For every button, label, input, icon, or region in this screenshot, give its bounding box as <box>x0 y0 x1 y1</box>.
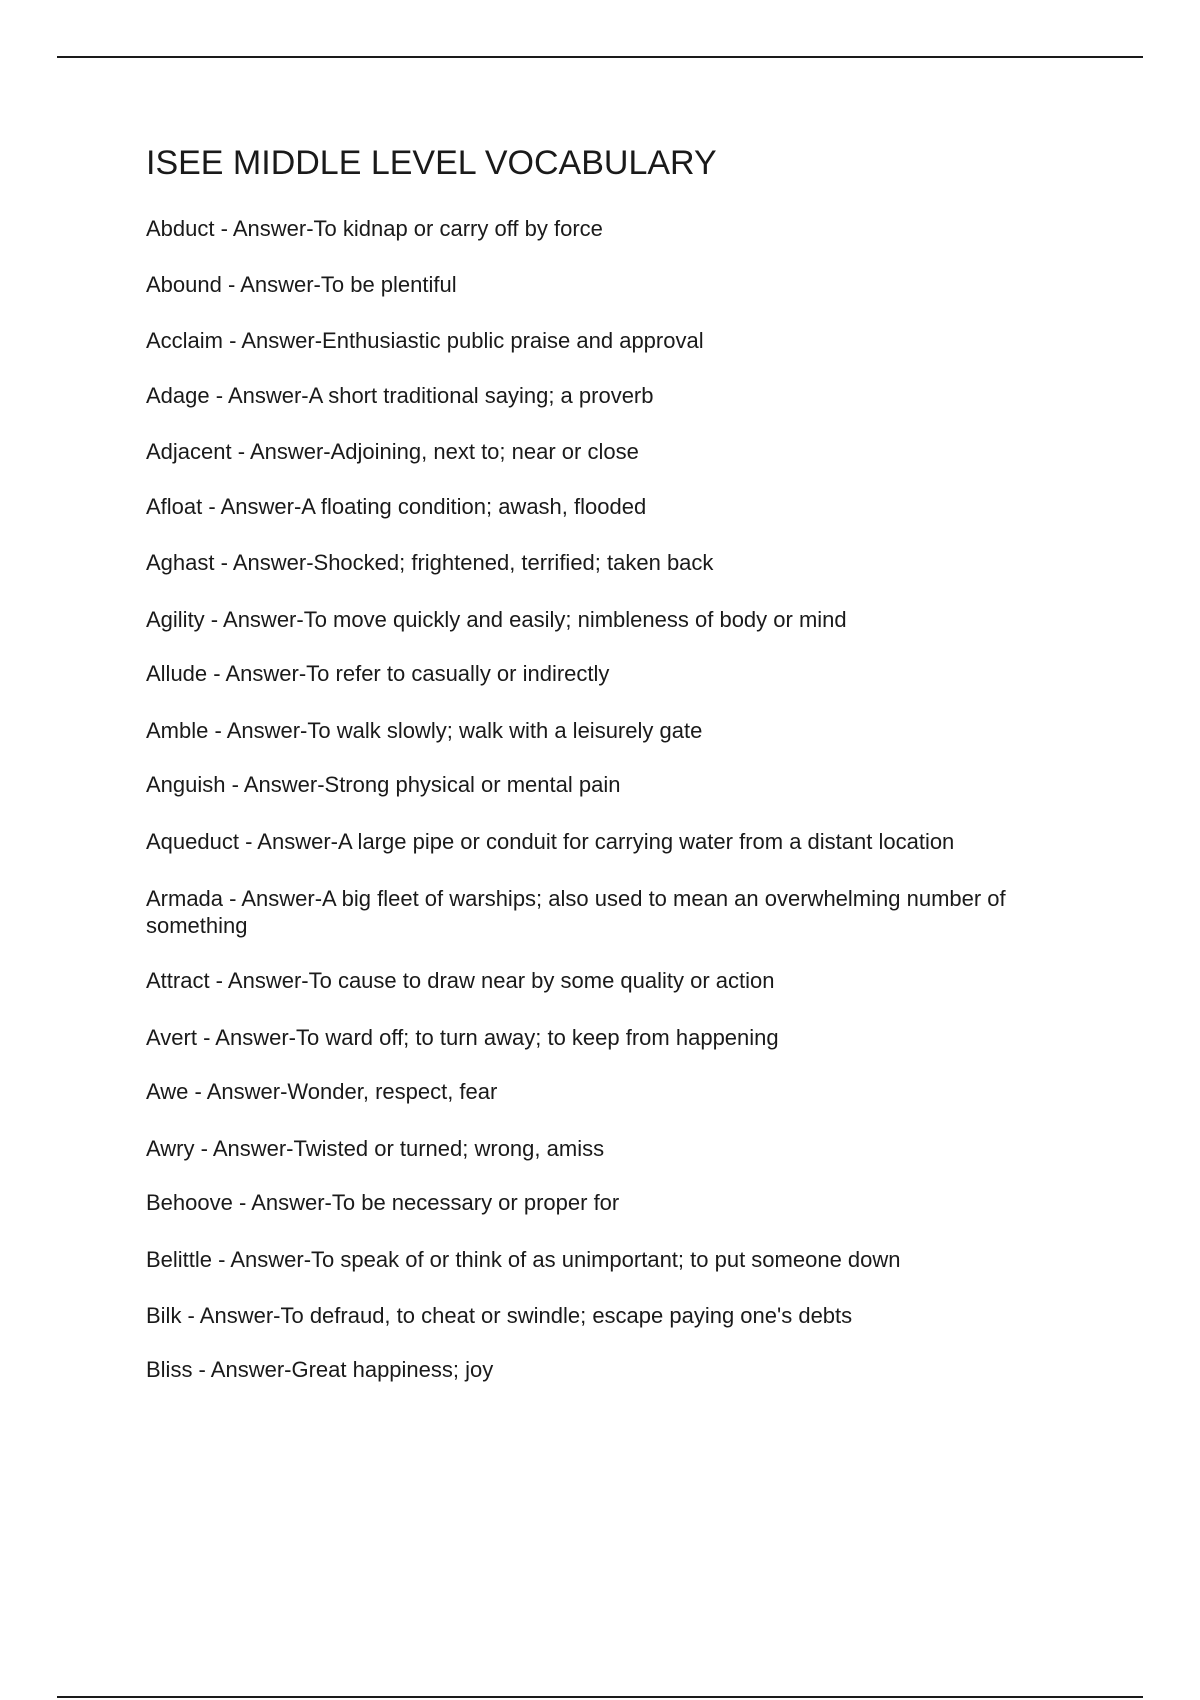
vocab-entry: Abduct - Answer-To kidnap or carry off by force <box>146 216 603 241</box>
vocab-entry: Behoove - Answer-To be necessary or proper for <box>146 1190 620 1215</box>
bottom-rule <box>57 1696 1143 1698</box>
vocab-entry: Belittle - Answer-To speak of or think of as unimportant; to put someone down <box>146 1247 901 1272</box>
vocab-entry: Agility - Answer-To move quickly and easily; nimbleness of body or mind <box>146 607 847 632</box>
vocab-entry: Avert - Answer-To ward off; to turn away; to keep from happening <box>146 1025 779 1050</box>
vocab-entry: Amble - Answer-To walk slowly; walk with a leisurely gate <box>146 718 703 743</box>
vocab-entry: Aghast - Answer-Shocked; frightened, terrified; taken back <box>146 550 714 575</box>
vocab-entry: Awe - Answer-Wonder, respect, fear <box>146 1079 498 1104</box>
vocab-entry: Aqueduct - Answer-A large pipe or conduit for carrying water from a distant location <box>146 829 955 854</box>
vocab-entry: Bliss - Answer-Great happiness; joy <box>146 1357 494 1382</box>
top-rule <box>57 56 1143 58</box>
vocab-entry: Abound - Answer-To be plentiful <box>146 272 457 297</box>
vocab-entry: Adjacent - Answer-Adjoining, next to; near or close <box>146 439 639 464</box>
vocab-entry: Armada - Answer-A big fleet of warships; also used to mean an overwhelming number of something <box>146 886 1006 938</box>
vocab-entry: Adage - Answer-A short traditional saying; a proverb <box>146 383 654 408</box>
page-title: ISEE MIDDLE LEVEL VOCABULARY <box>146 144 717 182</box>
vocab-entry: Anguish - Answer-Strong physical or mental pain <box>146 772 621 797</box>
vocab-entry: Acclaim - Answer-Enthusiastic public praise and approval <box>146 328 704 353</box>
vocab-entry: Bilk - Answer-To defraud, to cheat or swindle; escape paying one's debts <box>146 1303 853 1328</box>
vocab-entry: Attract - Answer-To cause to draw near by some quality or action <box>146 968 775 993</box>
vocab-entry: Allude - Answer-To refer to casually or indirectly <box>146 661 610 686</box>
vocab-entry: Awry - Answer-Twisted or turned; wrong, amiss <box>146 1136 605 1161</box>
vocab-entry: Afloat - Answer-A floating condition; awash, flooded <box>146 494 647 519</box>
